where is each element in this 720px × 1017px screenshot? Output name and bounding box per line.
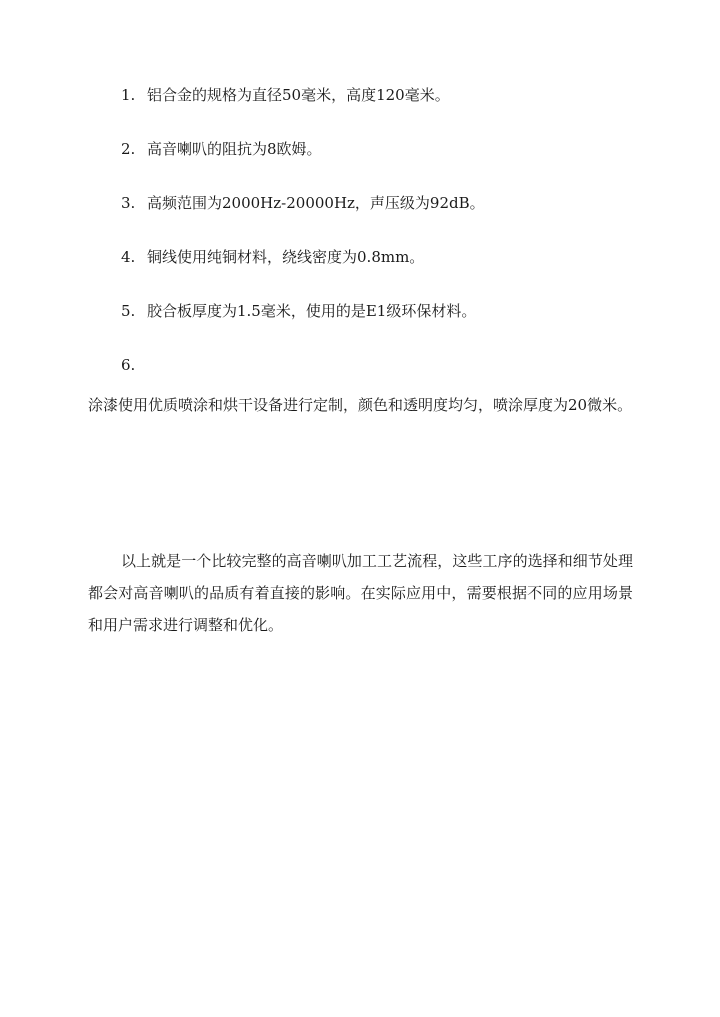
- closing-paragraph: 以上就是一个比较完整的高音喇叭加工工艺流程，这些工序的选择和细节处理都会对高音喇叭的品质有着直接的影响。在实际应用中，需要根据不同的应用场景和用户需求进行调整和优化。: [88, 552, 633, 634]
- list-item-text: 铜线使用纯铜材料，绕线密度为0.8mm。: [147, 248, 425, 266]
- list-item-text: 胶合板厚度为1.5毫米，使用的是E1级环保材料。: [147, 302, 477, 320]
- list-item: [0, 246, 720, 268]
- list-item: [0, 138, 720, 160]
- list-item-number: 6.: [121, 356, 136, 374]
- list-item-text: 高音喇叭的阻抗为8欧姆。: [147, 140, 322, 158]
- list-item-number: 1.: [121, 86, 136, 104]
- list-item-text: 铝合金的规格为直径50毫米，高度120毫米。: [147, 86, 450, 104]
- list-item-text: 高频范围为2000Hz-20000Hz，声压级为92dB。: [147, 194, 485, 212]
- list-item-text: 涂漆使用优质喷涂和烘干设备进行定制，颜色和透明度均匀，喷涂厚度为20微米。: [88, 396, 633, 414]
- list-item-number: 5.: [121, 302, 136, 320]
- list-item-number: 3.: [121, 194, 136, 212]
- list-item: [0, 192, 720, 214]
- list-item-number: 2.: [121, 140, 136, 158]
- spec-list: [0, 84, 720, 421]
- list-item-number: 4.: [121, 248, 136, 266]
- list-item: [0, 354, 720, 421]
- list-item: [0, 84, 720, 106]
- list-item: [0, 300, 720, 322]
